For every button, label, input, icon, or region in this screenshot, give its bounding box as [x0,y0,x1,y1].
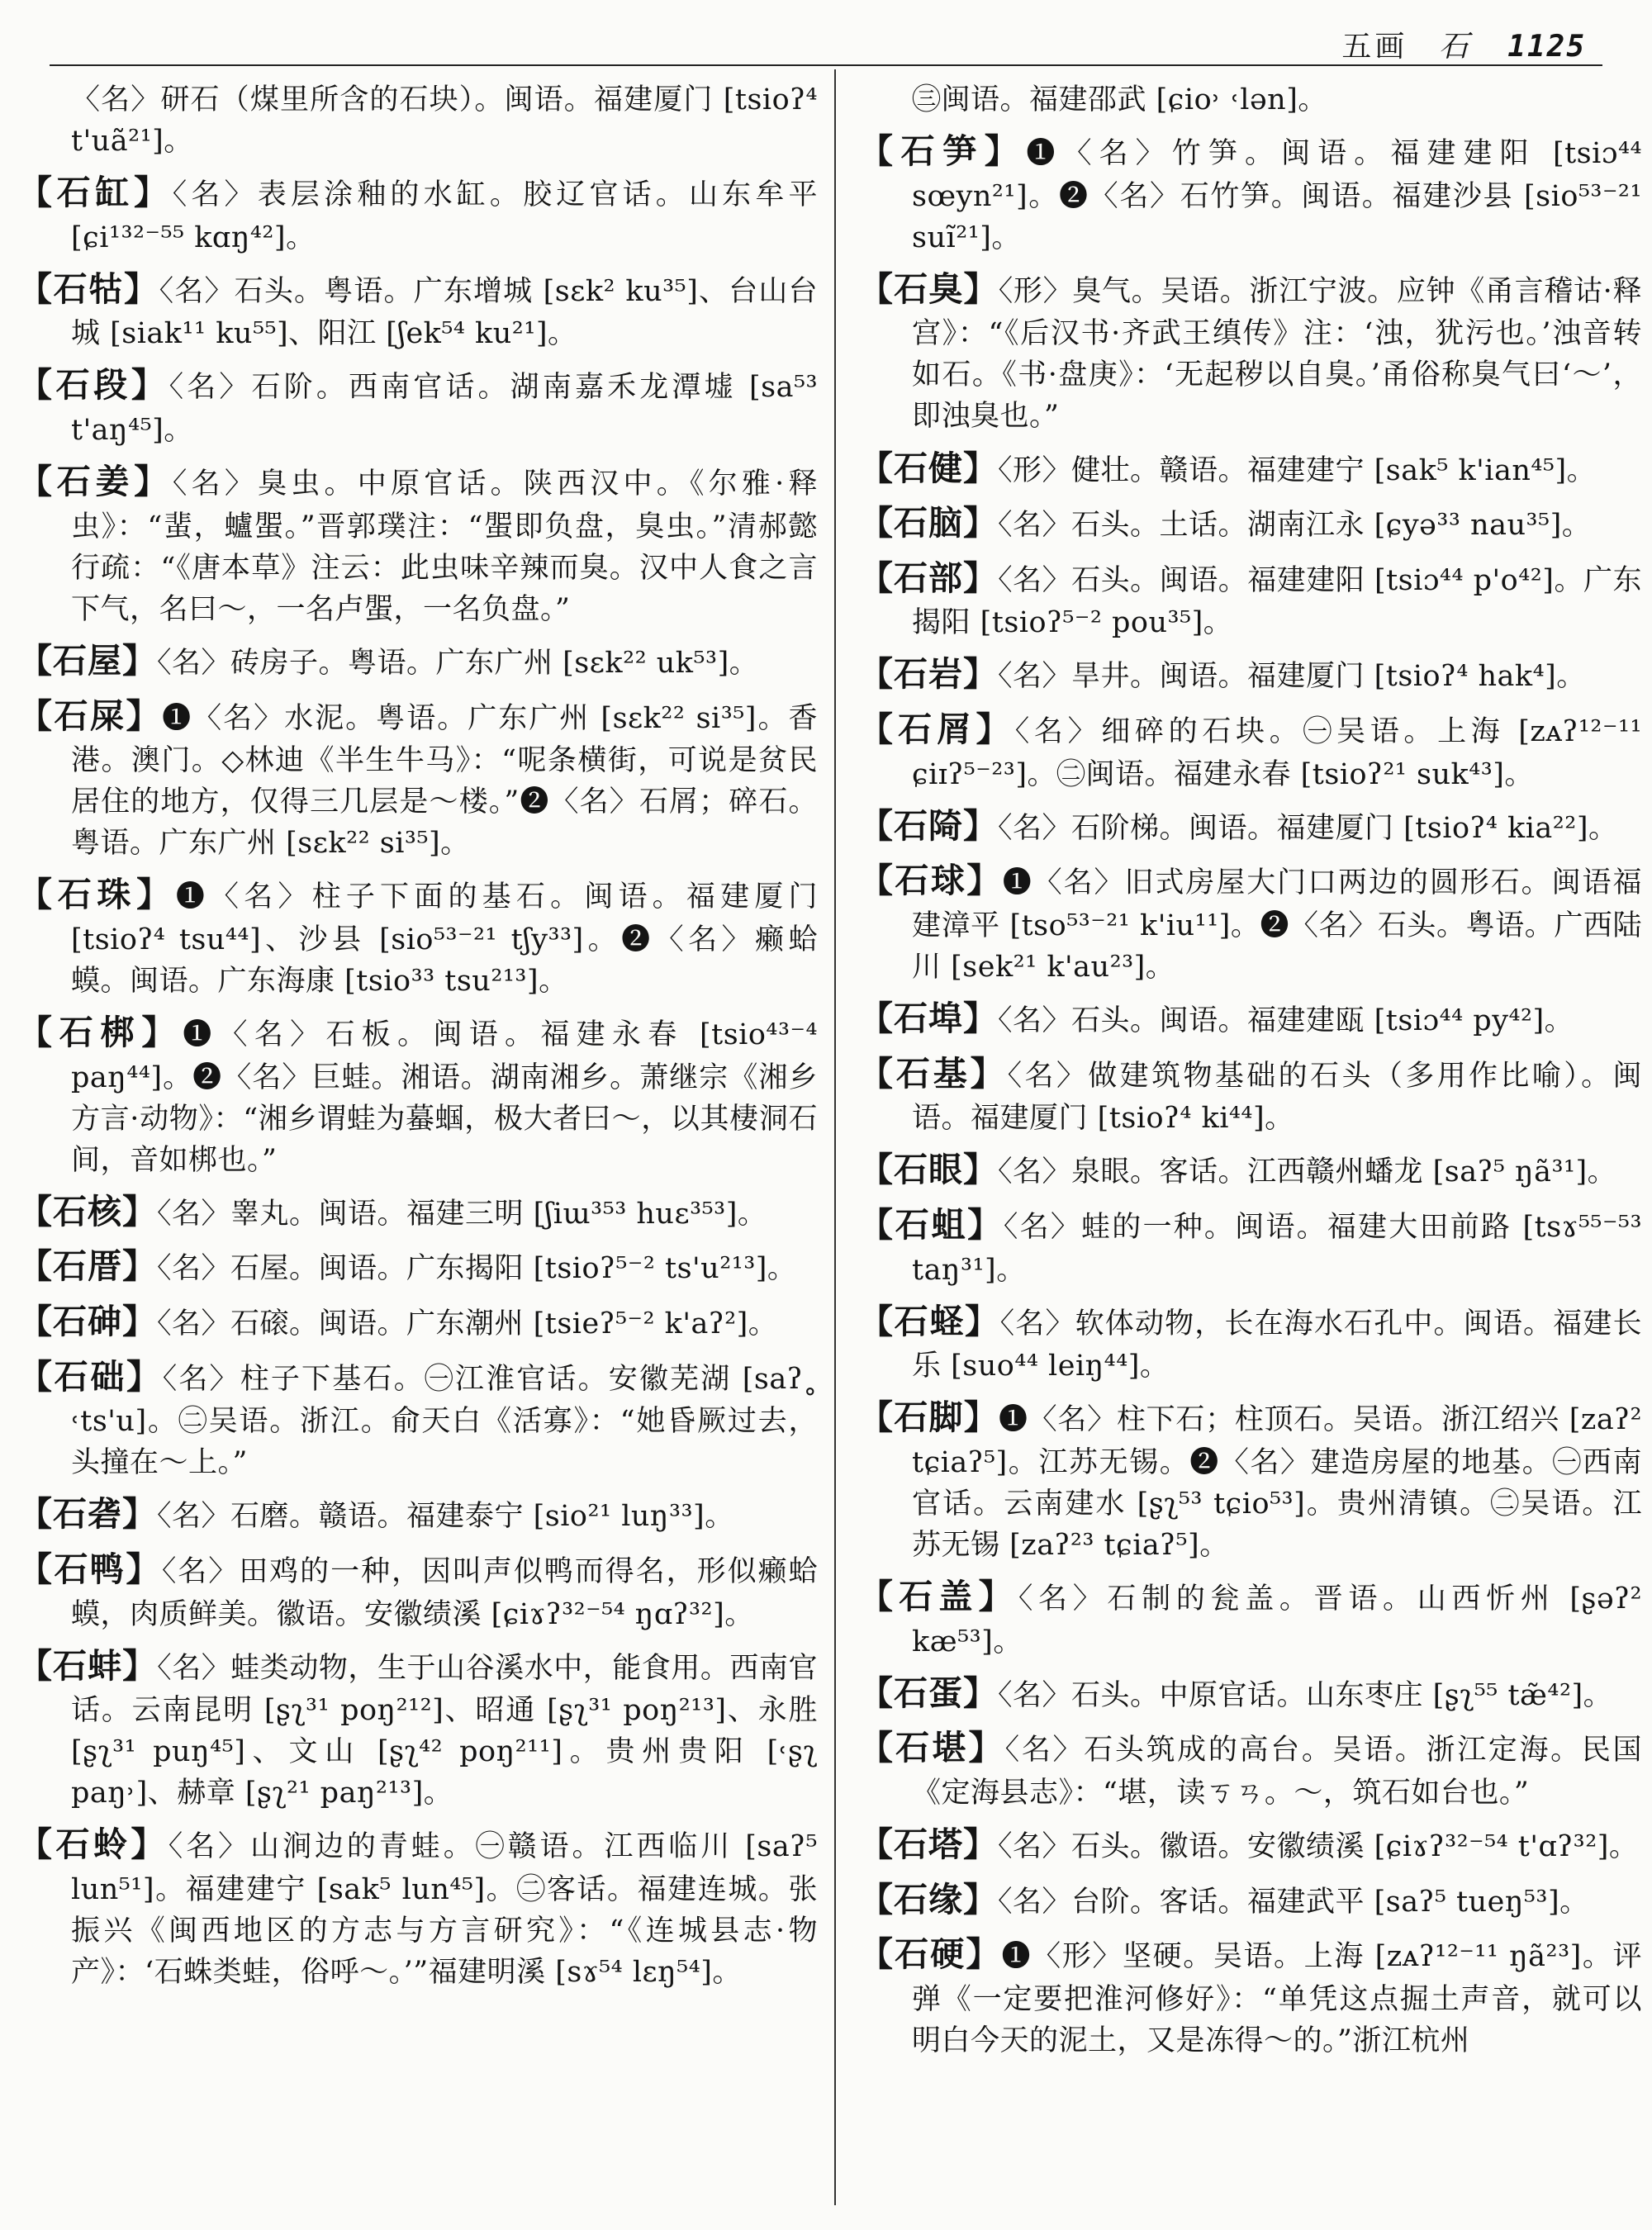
entry-headword: 【石缸】 [18,173,173,213]
dictionary-entry [18,1353,818,1484]
entry-headword: 【石埠】 [859,999,998,1039]
entry-headword: 【石鸭】 [18,1549,162,1589]
dictionary-entry [859,1573,1642,1663]
entry-headword: 【石砷】 [18,1302,157,1341]
entry-definition: 〈名〉睾丸。闽语。福建三明 [ʃiɯ³⁵³ huɛ³⁵³]。 [157,1197,767,1231]
dictionary-entry [859,705,1642,795]
entry-headword: 【石牯】 [18,268,159,309]
entry-headword: 【石蚌】 [18,1645,158,1686]
entry-definition: ㊂闽语。福建邵武 [ɕio˒ ˓lən]。 [912,83,1327,116]
entry-definition: 〈名〉细碎的石块。㊀吴语。上海 [zᴀʔ¹²⁻¹¹ ɕiɪʔ⁵⁻²³]。㊁闽语。福建永春 [tsioʔ²¹ suk⁴³]。 [912,715,1642,791]
entry-headword: 【石基】 [859,1053,1008,1094]
dictionary-entry [18,168,818,259]
entry-headword: 【石屑】 [859,709,1015,750]
entry-definition: 〈名〉田鸡的一种，因叫声似鸭而得名，形似癞蛤蟆，肉质鲜美。徽语。安徽绩溪 [ɕiɤʔ³²⁻⁵⁴ ŋɑʔ³²]。 [71,1554,818,1631]
entry-definition: ❶〈名〉柱子下面的基石。闽语。福建厦门 [tsioʔ⁴ tsu⁴⁴]、沙县 [sio⁵³⁻²¹ tʃy³³]。❷〈名〉癞蛤蟆。闽语。广东海康 [tsio³³ tsu²¹³]。 [71,880,818,998]
page-header [50,12,1602,69]
entry-headword: 【石眼】 [859,1150,998,1190]
entry-definition: 〈名〉石头。徽语。安徽绩溪 [ɕiɤʔ³²⁻⁵⁴ t'ɑʔ³²]。 [998,1830,1639,1864]
entry-definition: ❶〈形〉坚硬。吴语。上海 [zᴀʔ¹²⁻¹¹ ŋã²³]。评弹《一定要把淮河修好》：“单凭这点掘土声音，就可以明白今天的泥土，又是冻得～的。”浙江杭州 [912,1940,1642,2058]
dictionary-entry [859,1050,1642,1140]
entry-headword: 【石蛉】 [18,1824,169,1865]
dictionary-entry [18,692,818,865]
entry-headword: 【石脚】 [859,1397,999,1438]
dictionary-entry [18,361,818,451]
entry-definition: 〈名〉台阶。客话。福建武平 [saʔ⁵ tueŋ⁵³]。 [998,1885,1589,1919]
entry-headword: 【石屋】 [18,640,157,681]
dictionary-entry [859,994,1642,1043]
entry-headword: 【石蛋】 [859,1672,998,1713]
page-number: 1125 [1507,30,1586,64]
entry-headword: 【石堪】 [859,1728,1005,1768]
left-column [18,79,818,2205]
entry-headword: 【石球】 [859,861,1003,901]
entry-headword: 【石核】 [18,1191,157,1231]
entry-definition: 〈名〉研石（煤里所含的石块）。闽语。福建厦门 [tsioʔ⁴ t'uã²¹]。 [71,83,818,159]
dictionary-entry [859,1669,1642,1718]
dictionary-entry [859,856,1642,988]
dictionary-entry [859,1820,1642,1869]
entry-definition: 〈名〉蛙的一种。闽语。福建大田前路 [tsɤ⁵⁵⁻⁵³ taŋ³¹]。 [912,1211,1642,1287]
entry-definition: 〈名〉石头。闽语。福建建瓯 [tsiɔ⁴⁴ py⁴²]。 [998,1004,1574,1038]
entry-headword: 【石屎】 [18,695,163,736]
column-divider [834,69,836,2205]
dictionary-entry [859,1146,1642,1194]
entry-definition: 〈名〉砖房子。粤语。广东广州 [sɛk²² uk⁵³]。 [157,646,759,680]
entry-definition: 〈名〉做建筑物基础的石头（多用作比喻）。闽语。福建厦门 [tsioʔ⁴ ki⁴⁴]。 [912,1059,1642,1136]
entry-headword: 【石缘】 [859,1879,998,1919]
entry-definition: 〈名〉石阶梯。闽语。福建厦门 [tsioʔ⁴ kia²²]。 [998,811,1618,845]
entry-definition: 〈名〉石制的瓮盖。晋语。山西忻州 [ʂəʔ² kæ⁵³]。 [912,1582,1642,1658]
dictionary-entry [18,1242,818,1291]
entry-definition: ❶〈名〉石板。闽语。福建永春 [tsio⁴³⁻⁴ paŋ⁴⁴]。❷〈名〉巨蛙。湘语。湖南湘乡。萧继宗《湘乡方言·动物》：“湘乡谓蛙为蟇蝈，极大者曰～，以其棲洞石间，音如梆也。” [71,1018,818,1177]
dictionary-entry [18,265,818,355]
entry-definition: 〈名〉石头。中原官话。山东枣庄 [ʂʅ⁵⁵ tæ̃⁴²]。 [998,1678,1613,1712]
entry-headword: 【石健】 [859,448,998,488]
entry-definition: 〈形〉臭气。吴语。浙江宁波。应钟《甬言稽诂·释宫》：“《后汉书·齐武王缜传》注：‘浊，犹污也。’浊音转如石。《书·盘庚》：‘无起秽以自臭。’甬俗称臭气曰‘～’，即浊臭也。” [912,274,1642,434]
entry-headword: 【石础】 [18,1356,163,1397]
entry-definition: 〈形〉健壮。赣语。福建建宁 [sak⁵ k'ian⁴⁵]。 [998,453,1597,487]
entry-definition: 〈名〉山涧边的青蛙。㊀赣语。江西临川 [saʔ⁵ lun⁵¹]。福建建宁 [sak⁵ lun⁴⁵]。㊁客话。福建连城。张振兴《闽西地区的方志与方言研究》：“《连城县志·物产》：‘石蛛类蛙，俗呼～。’”福建明溪 [sɤ⁵⁴ lɛŋ⁵⁴]。 [71,1830,818,1990]
entry-headword: 【石脑】 [859,503,998,543]
dictionary-entry [18,458,818,630]
entry-definition: 〈名〉泉眼。客话。江西赣州蟠龙 [saʔ⁵ ŋã³¹]。 [998,1155,1617,1189]
dictionary-entry [18,871,818,1002]
entry-definition: ❶〈名〉水泥。粤语。广东广州 [sɛk²² si³⁵]。香港。澳门。◇林迪《半生牛马》：“呢条横街，可说是贫民居住的地方，仅得三几层是～楼。”❷〈名〉石屑；碎石。粤语。广东广州 [sɛk²² si³⁵]。 [71,701,818,861]
entry-headword: 【石蛆】 [859,1205,1004,1245]
running-head-radical: 石 [1438,30,1472,64]
entry-headword: 【石珠】 [18,875,176,915]
dictionary-entry [859,1930,1642,2062]
entry-headword: 【石蛏】 [859,1301,1000,1341]
dictionary-entry [18,1298,818,1346]
entry-definition: 〈名〉臭虫。中原官话。陕西汉中。《尔雅·释虫》：“蜚，蠦蜰。”晋郭璞注：“蜰即负盘，臭虫。”清郝懿行疏：“《唐本草》注云：此虫味辛辣而臭。汉中人食之言下气，名曰～，一名卢蜰，一名负盘。” [71,467,818,626]
running-head-section: 五画 [1341,30,1408,64]
entry-definition: 〈名〉石头。粤语。广东增城 [sɛk² ku³⁵]、台山台城 [siak¹¹ ku⁵⁵]、阳江 [ʃek⁵⁴ ku²¹]。 [71,274,818,351]
dictionary-entry [859,554,1642,644]
entry-definition: 〈名〉软体动物，长在海水石孔中。闽语。福建长乐 [suo⁴⁴ leiŋ⁴⁴]。 [912,1307,1642,1383]
entry-headword: 【石段】 [18,365,169,406]
entry-definition: ❶〈名〉柱下石；柱顶石。吴语。浙江绍兴 [zaʔ² tɕiaʔ⁵]。江苏无锡。❷〈名〉建造房屋的地基。㊀西南官话。云南建水 [ʂʅ⁵³ tɕio⁵³]。贵州清镇。㊁吴语。江苏无锡 [zaʔ²³ tɕiaʔ⁵]。 [912,1403,1642,1563]
entry-definition: 〈名〉表层涂釉的水缸。胶辽官话。山东牟平 [ɕi¹³²⁻⁵⁵ kɑŋ⁴²]。 [71,178,818,254]
dictionary-entry [18,1820,818,1993]
entry-headword: 【石硬】 [859,1934,1002,1975]
entry-definition: 〈名〉旱井。闽语。福建厦门 [tsioʔ⁴ hak⁴]。 [998,660,1586,694]
running-head [1341,23,1586,65]
entry-headword: 【石岩】 [859,654,998,695]
entry-headword: 【石笋】 [859,131,1027,172]
entry-headword: 【石梆】 [18,1012,183,1052]
dictionary-entry [859,265,1642,438]
dictionary-entry [859,1876,1642,1924]
dictionary-entry [859,499,1642,548]
entry-definition: ❶〈名〉竹笋。闽语。福建建阳 [tsiɔ⁴⁴ sœyn²¹]。❷〈名〉石竹笋。闽语。福建沙县 [sio⁵³⁻²¹ suĩ²¹]。 [912,137,1642,254]
dictionary-entry [859,650,1642,699]
entry-definition: 〈名〉石磨。赣语。福建泰宁 [sio²¹ luŋ³³]。 [157,1500,734,1534]
dictionary-entry [859,444,1642,493]
dictionary-entry [18,637,818,686]
dictionary-entry [18,1490,818,1539]
entry-definition: 〈名〉石阶。西南官话。湖南嘉禾龙潭墟 [sa⁵³ t'aŋ⁴⁵]。 [71,371,818,448]
entry-definition: 〈名〉石头。土话。湖南江永 [ɕyə³³ nau³⁵]。 [998,509,1592,543]
header-rule [50,64,1602,66]
dictionary-entry [859,79,1642,121]
dictionary-entry [18,1545,818,1635]
entry-headword: 【石陭】 [859,805,998,846]
dictionary-entry [18,1642,818,1815]
entry-definition: ❶〈名〉旧式房屋大门口两边的圆形石。闽语福建漳平 [tso⁵³⁻²¹ k'iu¹¹]。❷〈名〉石头。粤语。广西陆川 [sek²¹ k'au²³]。 [912,866,1642,985]
entry-headword: 【石姜】 [18,462,173,502]
dictionary-entry [18,1008,818,1181]
entry-headword: 【石塔】 [859,1824,998,1865]
dictionary-entry [859,1724,1642,1814]
dictionary-entry [859,1298,1642,1388]
entry-definition: 〈名〉石磙。闽语。广东潮州 [tsieʔ⁵⁻² k'aʔ²]。 [157,1307,778,1340]
dictionary-entry [18,1188,818,1236]
entry-headword: 【石砻】 [18,1494,157,1535]
entry-headword: 【石盖】 [859,1577,1018,1617]
entry-definition: 〈名〉石头。闽语。福建建阳 [tsiɔ⁴⁴ p'o⁴²]。广东揭阳 [tsioʔ⁵⁻² pou³⁵]。 [912,563,1642,640]
dictionary-entry [859,1393,1642,1566]
entry-headword: 【石臭】 [859,268,999,309]
entry-definition: 〈名〉柱子下基石。㊀江淮官话。安徽芜湖 [saʔ˳ ˓ts'u]。㊁吴语。浙江。俞天白《活寡》：“她昏厥过去，头撞在～上。” [71,1362,818,1480]
dictionary-entry [859,127,1642,259]
entry-headword: 【石厝】 [18,1246,157,1287]
dictionary-entry [859,802,1642,851]
dictionary-entry [859,1201,1642,1291]
entry-definition: 〈名〉石屋。闽语。广东揭阳 [tsioʔ⁵⁻² ts'u²¹³]。 [157,1252,797,1286]
entry-definition: 〈名〉石头筑成的高台。吴语。浙江定海。民国《定海县志》：“堪，读ㄎㄢ。～，筑石如台也。” [912,1734,1642,1810]
right-column [859,79,1642,2205]
entry-definition: 〈名〉蛙类动物，生于山谷溪水中，能食用。西南官话。云南昆明 [ʂʅ³¹ poŋ²¹²]、昭通 [ʂʅ³¹ poŋ²¹³]、永胜 [ʂʅ³¹ puŋ⁴⁵]、文山 [ʂʅ⁴² poŋ²¹¹]。贵州贵阳 [˓ʂʅ paŋ˒]、赫章 [ʂʅ²¹ paŋ²¹³]。 [71,1651,818,1810]
dictionary-entry [18,79,818,162]
entry-headword: 【石部】 [859,558,999,598]
